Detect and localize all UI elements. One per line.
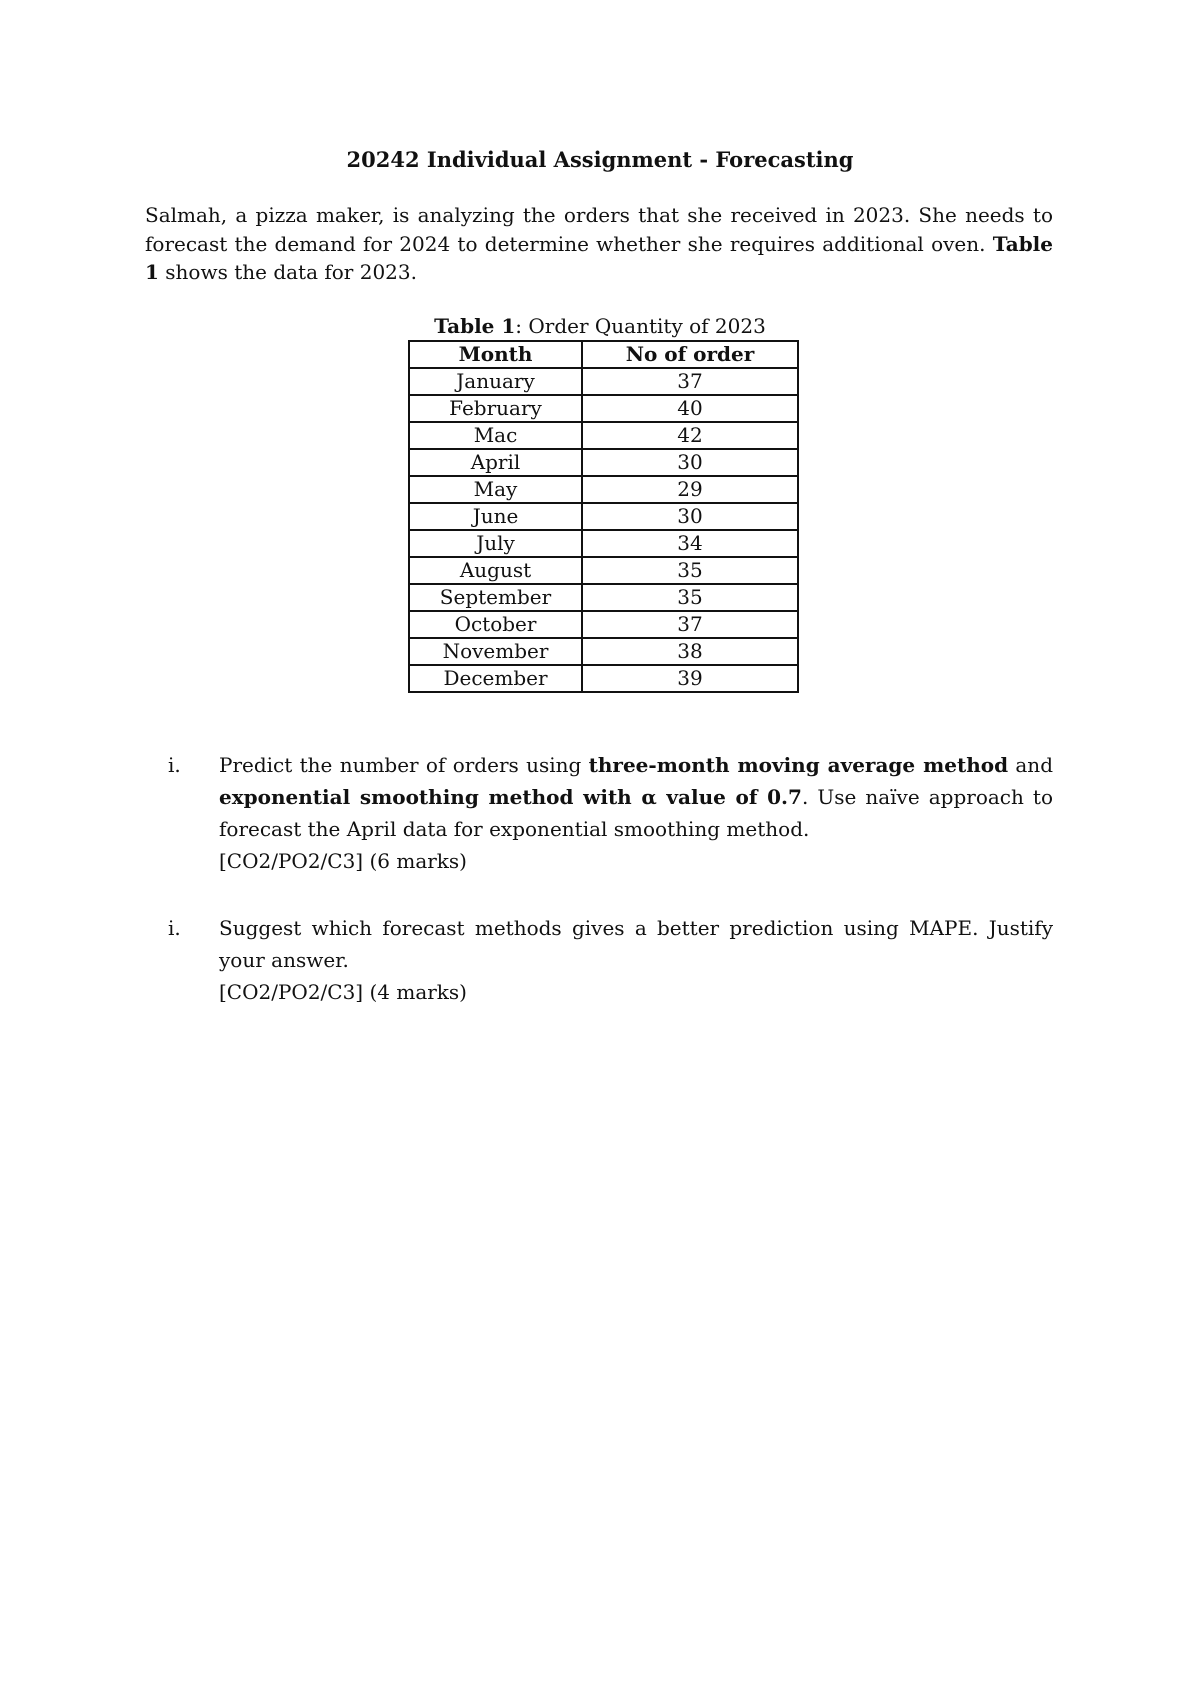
table-row	[409, 476, 798, 503]
order-cell: 37	[582, 368, 798, 395]
question-2-number: i.	[168, 916, 181, 940]
month-cell: April	[409, 449, 582, 476]
document-title: 20242 Individual Assignment - Forecasting	[346, 147, 854, 172]
order-cell: 40	[582, 395, 798, 422]
question-1-bold-moving-average: three-month moving average method	[588, 753, 1009, 777]
question-2-marks: [CO2/PO2/C3] (4 marks)	[219, 980, 467, 1004]
question-1-marks: [CO2/PO2/C3] (6 marks)	[219, 849, 467, 873]
table-row	[409, 665, 798, 692]
month-cell: November	[409, 638, 582, 665]
month-cell: May	[409, 476, 582, 503]
month-cell: January	[409, 368, 582, 395]
table-caption-text: : Order Quantity of 2023	[515, 314, 766, 338]
month-cell: February	[409, 395, 582, 422]
question-1-bold-exponential: exponential smoothing method with α value of 0.7	[219, 785, 802, 809]
order-cell: 39	[582, 665, 798, 692]
table-caption	[0, 312, 1200, 340]
question-1	[145, 749, 1053, 877]
intro-table-reference: Table 1	[145, 231, 1053, 284]
table-row	[409, 638, 798, 665]
table-caption-label: Table 1	[434, 314, 516, 338]
question-1-text	[219, 749, 1053, 845]
question-1-number: i.	[168, 753, 181, 777]
table-row	[409, 557, 798, 584]
order-cell: 35	[582, 584, 798, 611]
table-row	[409, 368, 798, 395]
order-cell: 30	[582, 449, 798, 476]
month-cell: October	[409, 611, 582, 638]
table-header-row	[409, 341, 798, 368]
order-cell: 29	[582, 476, 798, 503]
order-cell: 42	[582, 422, 798, 449]
header-no-of-order: No of order	[582, 341, 798, 368]
table-row	[409, 395, 798, 422]
table-row	[409, 584, 798, 611]
month-cell: June	[409, 503, 582, 530]
table-row	[409, 422, 798, 449]
question-1-text-part: and	[1008, 753, 1053, 777]
question-2	[145, 912, 1053, 1008]
table-row	[409, 611, 798, 638]
month-cell: December	[409, 665, 582, 692]
table-row	[409, 449, 798, 476]
order-cell: 34	[582, 530, 798, 557]
order-cell: 38	[582, 638, 798, 665]
intro-text-1: Salmah, a pizza maker, is analyzing the orders that she received in 2023. She needs to forecast the demand for 2024 to determine whether she requires additional oven.	[145, 203, 1053, 256]
order-cell: 35	[582, 557, 798, 584]
question-1-text-part: Predict the number of orders using	[219, 753, 589, 777]
intro-paragraph	[145, 201, 1053, 287]
table-row	[409, 503, 798, 530]
order-quantity-table	[408, 340, 799, 693]
month-cell: Mac	[409, 422, 582, 449]
order-cell: 37	[582, 611, 798, 638]
month-cell: September	[409, 584, 582, 611]
table-row	[409, 530, 798, 557]
month-cell: August	[409, 557, 582, 584]
month-cell: July	[409, 530, 582, 557]
header-month: Month	[409, 341, 582, 368]
question-1-text-part: . Use naïve approach to forecast the April data for exponential smoothing method.	[219, 785, 1054, 841]
intro-text-2: shows the data for 2023.	[158, 260, 417, 284]
order-cell: 30	[582, 503, 798, 530]
question-2-text: Suggest which forecast methods gives a better prediction using MAPE. Justify your answer.	[219, 916, 1053, 972]
